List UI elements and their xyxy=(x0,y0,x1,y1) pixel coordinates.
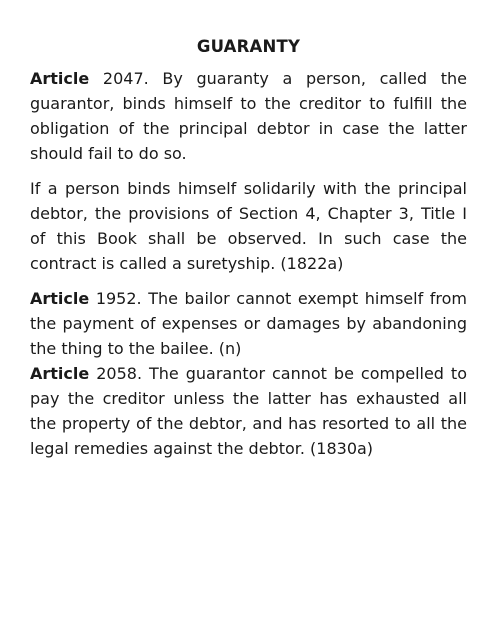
article-2058-paragraph xyxy=(30,361,467,461)
article-text: By guaranty a person, called the guarantor, binds himself to the creditor to fulfill the obligation of the principal debtor in case the latter should fail to do so. xyxy=(30,69,467,163)
article-label: Article xyxy=(30,69,90,88)
article-1952-paragraph xyxy=(30,286,467,361)
document-page xyxy=(30,36,467,471)
article-text: The guarantor cannot be compelled to pay the creditor unless the latter has exhausted all the property of the debtor, and has resorted to all the legal remedies against the debtor. (1830a) xyxy=(30,364,467,458)
article-2047-paragraph xyxy=(30,66,467,166)
article-label: Article xyxy=(30,364,90,383)
document-title: GUARANTY xyxy=(196,37,301,56)
article-number: 2047. xyxy=(102,69,149,88)
article-number: 2058. xyxy=(96,364,143,383)
article-text: The bailor cannot exempt himself from the payment of expenses or damages by abandoning the thing to the bailee. (n) xyxy=(30,289,468,358)
article-label: Article xyxy=(30,289,90,308)
suretyship-paragraph xyxy=(30,176,467,276)
paragraph-text: If a person binds himself solidarily with the principal debtor, the provisions of Section 4, Chapter 3, Title I of this Book shall be observed. In such case the contract is called a suretyship. (1822a) xyxy=(30,179,467,273)
article-number: 1952. xyxy=(95,289,142,308)
